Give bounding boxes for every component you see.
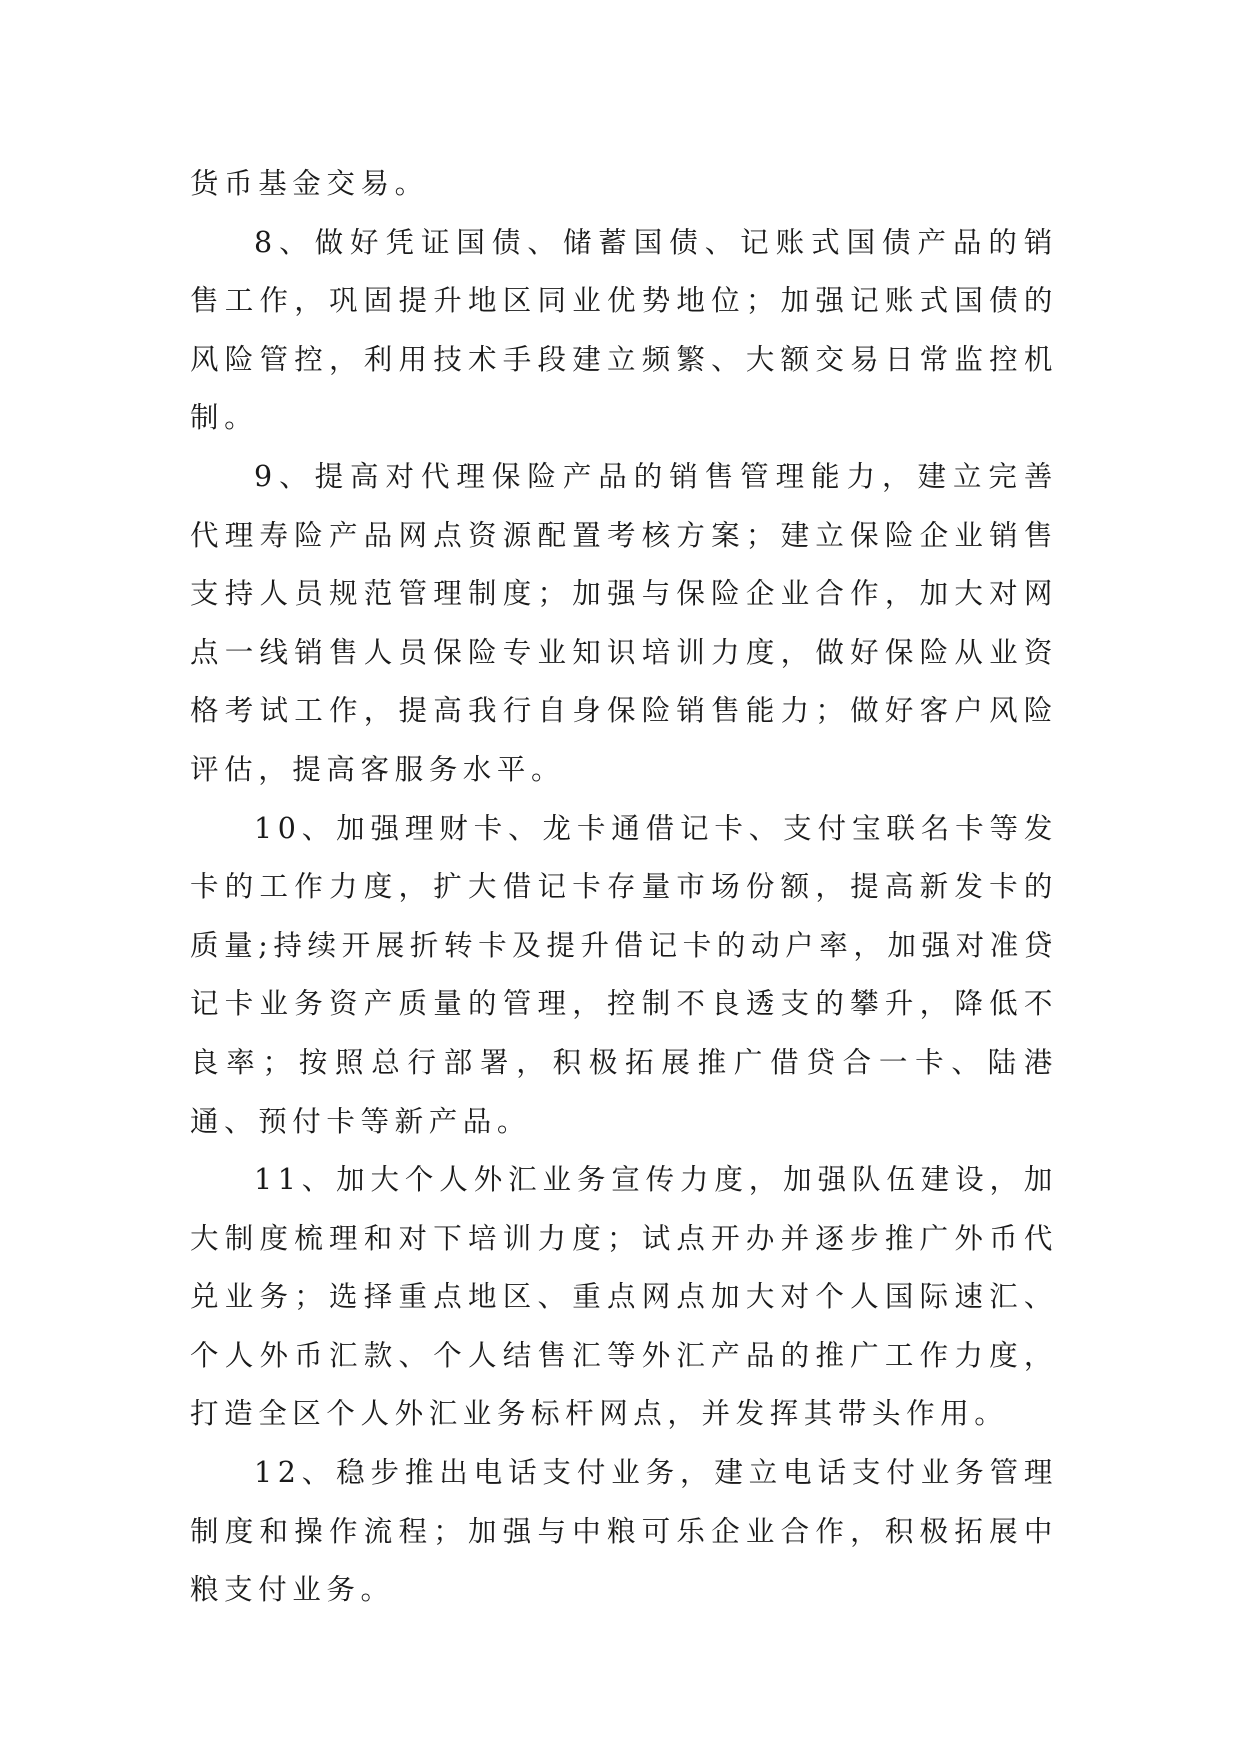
document-body bbox=[190, 155, 1058, 1620]
paragraph-item-11: 11、加大个人外汇业务宣传力度，加强队伍建设，加大制度梳理和对下培训力度；试点开办并逐步推广外币代兑业务；选择重点地区、重点网点加大对个人国际速汇、个人外币汇款、个人结售汇等外汇产品的推广工作力度，打造全区个人外汇业务标杆网点，并发挥其带头作用。 bbox=[190, 1163, 1058, 1431]
paragraph-item-12: 12、稳步推出电话支付业务，建立电话支付业务管理制度和操作流程；加强与中粮可乐企业合作，积极拓展中粮支付业务。 bbox=[190, 1456, 1058, 1607]
paragraph-item-9: 9、提高对代理保险产品的销售管理能力，建立完善代理寿险产品网点资源配置考核方案；建立保险企业销售支持人员规范管理制度；加强与保险企业合作，加大对网点一线销售人员保险专业知识培训力度，做好保险从业资格考试工作，提高我行自身保险销售能力；做好客户风险评估，提高客服务水平。 bbox=[190, 459, 1058, 786]
paragraph-item-10: 10、加强理财卡、龙卡通借记卡、支付宝联名卡等发卡的工作力度，扩大借记卡存量市场份额，提高新发卡的质量;持续开展折转卡及提升借记卡的动户率，加强对准贷记卡业务资产质量的管理，控制不良透支的攀升，降低不良率；按照总行部署，积极拓展推广借贷合一卡、陆港通、预付卡等新产品。 bbox=[190, 811, 1058, 1138]
paragraph-continuation: 货币基金交易。 bbox=[190, 167, 429, 200]
paragraph-item-8: 8、做好凭证国债、储蓄国债、记账式国债产品的销售工作，巩固提升地区同业优势地位；加强记账式国债的风险管控，利用技术手段建立频繁、大额交易日常监控机制。 bbox=[190, 225, 1058, 435]
